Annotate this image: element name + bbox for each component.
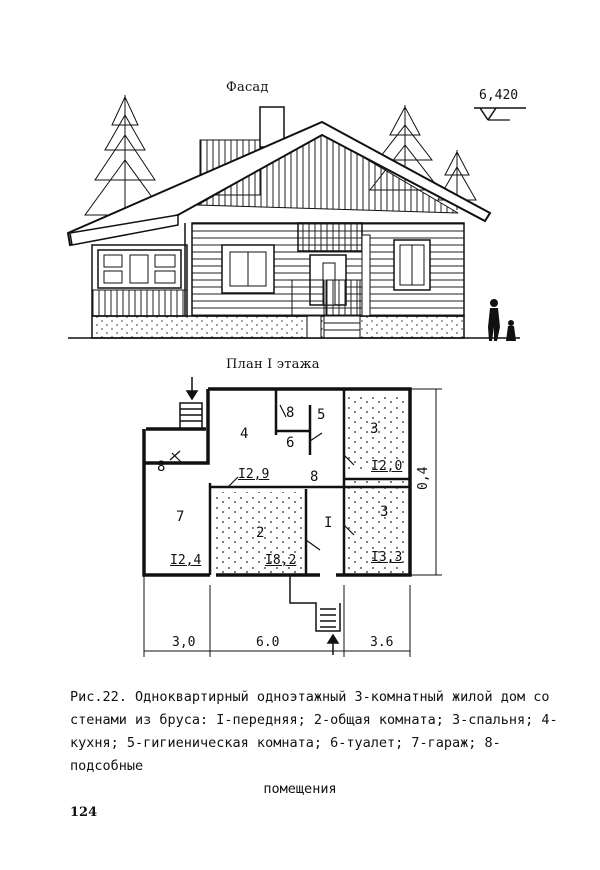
area-kitchen: I2,9 bbox=[238, 467, 270, 482]
room-label-hall: I bbox=[324, 515, 333, 531]
area-living: I8,2 bbox=[265, 553, 297, 568]
dimension-middle: 6.0 bbox=[256, 635, 280, 650]
dimension-left: 3,0 bbox=[172, 635, 196, 650]
dimension-depth: 0,4 bbox=[416, 466, 431, 490]
area-garage: I2,4 bbox=[170, 553, 202, 568]
dimension-right: 3.6 bbox=[370, 635, 394, 650]
figure-caption bbox=[70, 686, 570, 801]
room-label-living: 2 bbox=[256, 525, 265, 541]
facade-drawing bbox=[60, 95, 530, 345]
caption-line-3: кухня; 5-гигиеническая комната; 6-туалет; 7-гараж; 8-подсобные bbox=[70, 735, 501, 774]
room-label-utility-c: 8 bbox=[310, 469, 319, 485]
room-label-bedroom-bottom: 3 bbox=[380, 504, 389, 520]
room-label-kitchen: 4 bbox=[240, 426, 249, 442]
plan-title: План I этажа bbox=[226, 357, 320, 372]
person-icon bbox=[488, 299, 516, 341]
caption-line-1: Рис.22. Одноквартирный одноэтажный 3-комнатный жилой дом со bbox=[70, 689, 550, 705]
caption-line-2: стенами из бруса: I-передняя; 2-общая комната; 3-спальня; 4- bbox=[70, 712, 558, 728]
room-label-utility-b: 8 bbox=[157, 459, 166, 475]
plinth bbox=[92, 316, 464, 338]
page-number: 124 bbox=[70, 805, 98, 820]
elevation-mark-label: 6,420 bbox=[479, 88, 519, 103]
caption-line-4: помещения bbox=[263, 781, 337, 797]
room-label-garage: 7 bbox=[176, 509, 185, 525]
facade-title: Фасад bbox=[226, 80, 269, 95]
room-label-hygiene: 5 bbox=[317, 407, 326, 423]
area-bedroom-top: I2,0 bbox=[371, 459, 403, 474]
room-label-toilet: 6 bbox=[286, 435, 295, 451]
room-label-utility-a: 8 bbox=[286, 405, 295, 421]
room-label-bedroom-top: 3 bbox=[370, 421, 379, 437]
area-bedroom-bottom: I3,3 bbox=[371, 550, 403, 565]
